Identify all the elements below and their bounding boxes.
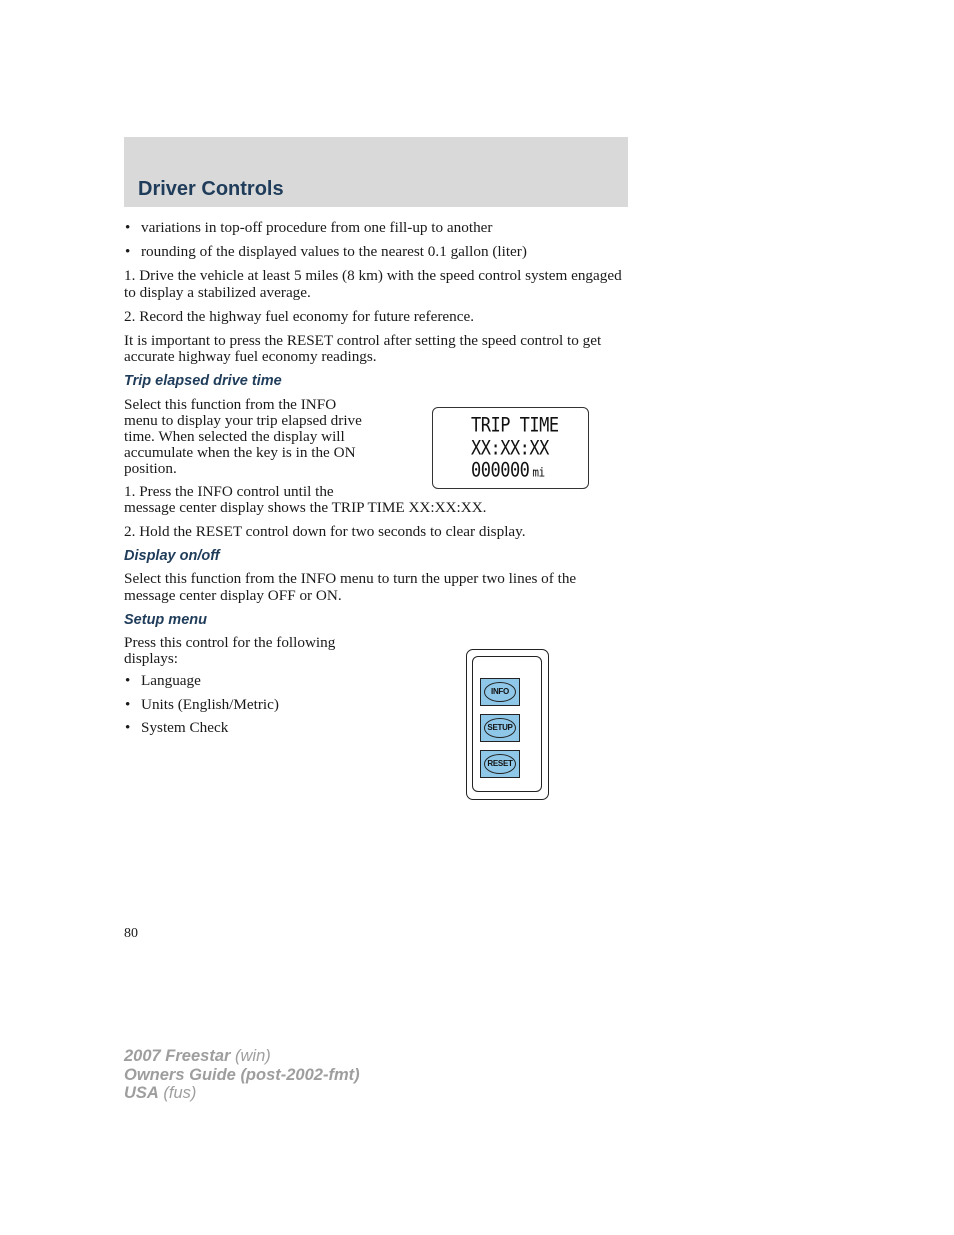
- display-onoff-body: Select this function from the INFO menu to turn the upper two lines of the message center display OFF or ON.: [124, 570, 577, 604]
- list-item: • rounding of the displayed values to the nearest 0.1 gallon (liter): [124, 244, 624, 260]
- trip-elapsed-heading: Trip elapsed drive time: [124, 373, 282, 390]
- control-panel-bezel: [472, 656, 542, 792]
- reset-button-label: RESET: [484, 754, 516, 774]
- lcd-line-1: TRIP TIME: [471, 414, 559, 437]
- display-onoff-heading: Display on/off: [124, 548, 220, 565]
- reset-button[interactable]: [480, 750, 520, 778]
- footer-market: USA: [124, 1084, 159, 1102]
- setup-button-label: SETUP: [484, 718, 516, 738]
- document-footer: [124, 1047, 360, 1103]
- lcd-odometer-value: 000000: [471, 459, 530, 482]
- section-header: [124, 137, 628, 207]
- message-center-display: [432, 407, 589, 489]
- info-button[interactable]: [480, 678, 520, 706]
- footer-line-3: [124, 1084, 360, 1103]
- section-title: Driver Controls: [138, 178, 284, 200]
- page-number: 80: [124, 926, 138, 941]
- step-paragraph: 2. Record the highway fuel economy for future reference.: [124, 307, 475, 325]
- footer-market-code: (fus): [158, 1084, 197, 1102]
- footer-model-code: (win): [230, 1047, 271, 1065]
- footer-line-1: [124, 1047, 360, 1066]
- note-paragraph: It is important to press the RESET control after setting the speed control to get accurate highway fuel economy readings.: [124, 332, 602, 366]
- setup-menu-body: Press this control for the following displays:: [124, 634, 336, 668]
- footer-model: 2007 Freestar: [124, 1047, 231, 1065]
- lcd-odometer-unit: mi: [532, 464, 545, 480]
- footer-guide: Owners Guide (post-2002-fmt): [124, 1065, 360, 1084]
- trip-elapsed-body: Select this function from the INFO menu to display your trip elapsed drive time. When selected the display will accumulate when the key is in the ON position.: [124, 395, 362, 478]
- list-item: • variations in top-off procedure from one fill-up to another: [124, 220, 624, 236]
- footer-line-2: [124, 1066, 360, 1085]
- step-paragraph: 1. Drive the vehicle at least 5 miles (8 km) with the speed control system engaged to display a stabilized average.: [124, 267, 622, 301]
- list-item: • Units (English/Metric): [124, 697, 624, 713]
- trip-step-1-line2: message center display shows the TRIP TIME XX:XX:XX.: [124, 498, 487, 516]
- trip-step-2: 2. Hold the RESET control down for two seconds to clear display.: [124, 523, 526, 541]
- trip-step-1-line1: 1. Press the INFO control until the: [124, 482, 334, 500]
- info-button-label: INFO: [484, 682, 516, 702]
- lcd-line-3: [471, 459, 545, 482]
- setup-menu-heading: Setup menu: [124, 611, 207, 628]
- lcd-line-2: XX:XX:XX: [471, 437, 549, 460]
- list-item: • System Check: [124, 720, 624, 736]
- control-panel-illustration: [466, 649, 549, 800]
- list-item: • Language: [124, 673, 624, 689]
- setup-button[interactable]: [480, 714, 520, 742]
